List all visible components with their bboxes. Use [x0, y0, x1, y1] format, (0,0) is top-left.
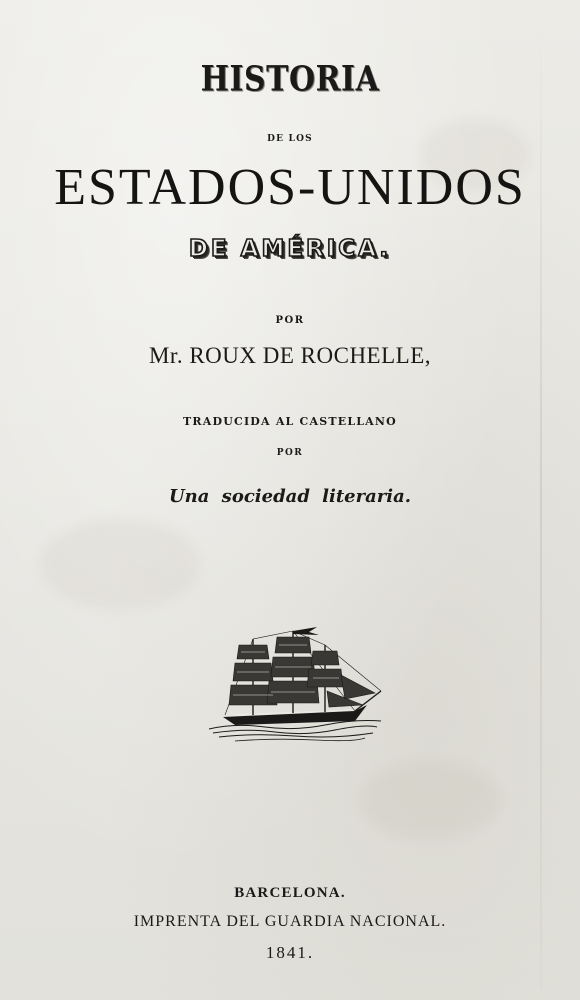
imprint-publisher: IMPRENTA DEL GUARDIA NACIONAL.	[133, 913, 447, 930]
sailing-ship-icon	[205, 625, 385, 743]
by-label-2: POR	[276, 448, 304, 458]
title-historia: HISTORIA	[200, 59, 380, 100]
paper-stain	[40, 520, 200, 610]
imprint-city: BARCELONA.	[234, 885, 346, 901]
title-estados-unidos: ESTADOS-UNIDOS	[54, 159, 526, 216]
title-de-america: DE AMÉRICA.	[188, 236, 392, 262]
translation-note: TRADUCIDA AL CASTELLANO	[183, 415, 397, 428]
paper-stain	[360, 760, 500, 840]
author-line	[0, 343, 580, 369]
title-de-los: DE LOS	[267, 134, 313, 144]
by-label: POR	[275, 315, 305, 326]
translator-line: Una sociedad literaria.	[168, 486, 412, 507]
author-prefix: Mr.	[148, 343, 184, 368]
imprint-year: 1841.	[265, 943, 315, 962]
author-name: ROUX DE ROCHELLE,	[189, 343, 432, 368]
